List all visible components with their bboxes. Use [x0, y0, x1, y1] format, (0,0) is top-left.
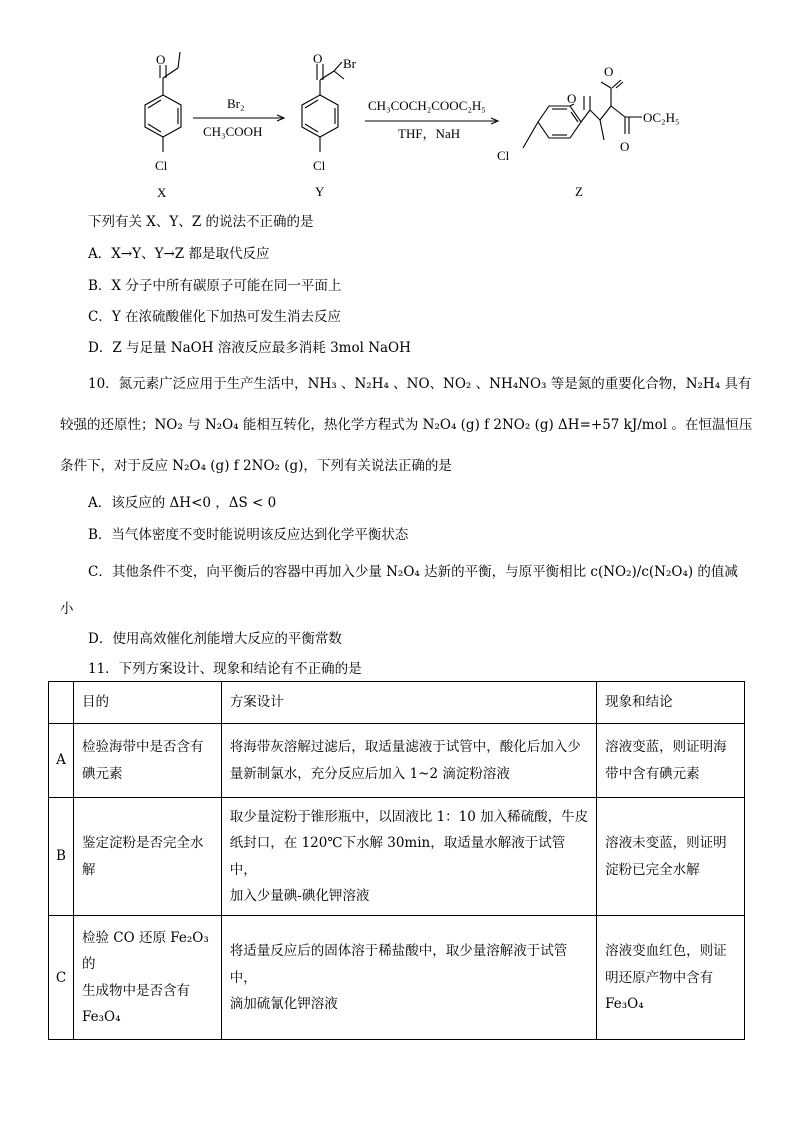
- q9-option-a: A．X→Y、Y→Z 都是取代反应: [88, 246, 270, 262]
- header-label-cell: [49, 682, 74, 724]
- row-c-design-line-1: 将适量反应后的固体溶于稀盐酸中，取少量溶解液于试管中，: [229, 943, 568, 986]
- q9-option-c: C．Y 在浓硫酸催化下加热可发生消去反应: [88, 309, 342, 325]
- z-chlorine-label: Cl: [497, 148, 510, 163]
- z-ketone-oxygen-label: O: [567, 91, 577, 106]
- q10-line-2: 较强的还原性；NO₂ 与 N₂O₄ 能相互转化，热化学方程式为 N₂O₄ (g) f 2NO₂ (g) ΔH=+57 kJ/mol 。在恒温恒压: [60, 417, 753, 433]
- q9-stem: 下列有关 X、Y、Z 的说法不正确的是: [88, 214, 314, 230]
- row-c-result: [597, 916, 745, 1040]
- reagent1-top: Br₂: [227, 96, 245, 111]
- row-c-purpose-line-2: 生成物中是否含有: [81, 982, 190, 999]
- reagent1-bottom: CH₃COOH: [203, 124, 263, 139]
- z-acetyl-oxygen-label: O: [604, 64, 614, 79]
- row-b-purpose-line-2: 解: [81, 861, 96, 878]
- reaction-scheme: [0, 0, 794, 205]
- row-a-design: [221, 724, 596, 798]
- row-b-design-line-3: 加入少量碘-碘化钾溶液: [229, 887, 370, 904]
- table-row: [49, 798, 745, 916]
- row-c-design-line-2: 滴加硫氰化钾溶液: [229, 995, 338, 1012]
- row-c-result-line-3: Fe₃O₄: [605, 995, 644, 1012]
- row-c-result-line-1: 溶液变血红色，则证: [605, 943, 727, 960]
- z-ester-oxygen-label: O: [620, 139, 630, 154]
- y-bromine-label: Br: [343, 56, 356, 71]
- z-benzene-ring: [538, 106, 581, 138]
- row-a-result: [597, 724, 745, 798]
- row-a-result-line-2: 带中含有碘元素: [605, 765, 700, 782]
- table-header-row: [49, 682, 745, 724]
- q10-option-b: B．当气体密度不变时能说明该反应达到化学平衡状态: [88, 527, 409, 543]
- y-label: Y: [315, 184, 325, 199]
- q10-option-c-continued: 小: [60, 601, 74, 617]
- q10-option-a: A．该反应的 ΔH<0 ，ΔS < 0: [88, 495, 277, 511]
- row-a-purpose-line-1: 检验海带中是否含有: [81, 739, 204, 756]
- q10-line-1: 10．氮元素广泛应用于生产生活中，NH₃ 、N₂H₄ 、NO、NO₂ 、NH₄NO₃ 等是氮的重要化合物，N₂H₄ 具有: [88, 376, 752, 392]
- x-oxygen-label: O: [156, 52, 166, 67]
- row-c-purpose-line-3: Fe₃O₄: [81, 1009, 121, 1026]
- row-a-design-line-2: 量新制氯水，充分反应后加入 1~2 滴淀粉溶液: [229, 765, 510, 782]
- row-b-purpose: [73, 798, 221, 916]
- row-c-purpose-line-1: 检验 CO 还原 Fe₂O₃ 的: [81, 930, 209, 973]
- q11-table: [48, 681, 745, 1040]
- row-a-result-line-1: 溶液变蓝，则证明海: [605, 739, 727, 756]
- row-c-label: C: [49, 916, 74, 1040]
- q10-line-3: 条件下，对于反应 N₂O₄ (g) f 2NO₂ (g)，下列有关说法正确的是: [60, 458, 452, 474]
- header-result: 现象和结论: [597, 682, 745, 724]
- row-b-design: [221, 798, 596, 916]
- reaction-scheme-drawing: [0, 0, 794, 205]
- y-chlorine-label: Cl: [313, 158, 326, 173]
- row-b-result-line-2: 淀粉已完全水解: [605, 861, 700, 878]
- z-label: Z: [575, 184, 583, 199]
- header-purpose: 目的: [73, 682, 221, 724]
- reagent2-top: CH₃COCH₂COOC₂H₅: [368, 98, 486, 113]
- row-c-purpose: [73, 916, 221, 1040]
- z-ester-group-label: OC₂H₅: [643, 110, 680, 125]
- x-benzene-ring: [145, 95, 181, 137]
- row-a-design-line-1: 将海带灰溶解过滤后，取适量滤液于试管中，酸化后加入少: [229, 739, 581, 756]
- q10-option-d: D．使用高效催化剂能增大反应的平衡常数: [88, 631, 342, 647]
- table-row: [49, 916, 745, 1040]
- y-benzene-ring: [302, 95, 338, 137]
- row-b-design-line-2: 纸封口，在 120℃下水解 30min，取适量水解液于试管中，: [229, 835, 566, 878]
- row-b-result-line-1: 溶液未变蓝，则证明: [605, 835, 727, 852]
- q9-option-d: D．Z 与足量 NaOH 溶液反应最多消耗 3mol NaOH: [88, 340, 411, 356]
- row-a-purpose-line-2: 碘元素: [81, 765, 123, 782]
- x-chlorine-label: Cl: [155, 158, 168, 173]
- row-b-design-line-1: 取少量淀粉于锥形瓶中，以固液比 1：10 加入稀硫酸，牛皮: [229, 809, 589, 825]
- table-row: [49, 724, 745, 798]
- row-c-result-line-2: 明还原产物中含有: [605, 969, 714, 986]
- row-a-purpose: [73, 724, 221, 798]
- x-label: X: [157, 185, 167, 200]
- row-b-label: B: [49, 798, 74, 916]
- reagent2-bottom: THF，NaH: [398, 126, 461, 141]
- q11-stem: 11．下列方案设计、现象和结论有不正确的是: [88, 661, 362, 677]
- row-a-label: A: [49, 724, 74, 798]
- row-b-purpose-line-1: 鉴定淀粉是否完全水: [81, 835, 204, 852]
- q9-option-b: B．X 分子中所有碳原子可能在同一平面上: [88, 278, 342, 294]
- header-design: 方案设计: [221, 682, 596, 724]
- q10-option-c: C．其他条件不变，向平衡后的容器中再加入少量 N₂O₄ 达新的平衡，与原平衡相比 c(NO₂)/c(N₂O₄) 的值减: [88, 564, 738, 580]
- row-c-design: [221, 916, 596, 1040]
- y-oxygen-label: O: [313, 51, 323, 66]
- row-b-result: [597, 798, 745, 916]
